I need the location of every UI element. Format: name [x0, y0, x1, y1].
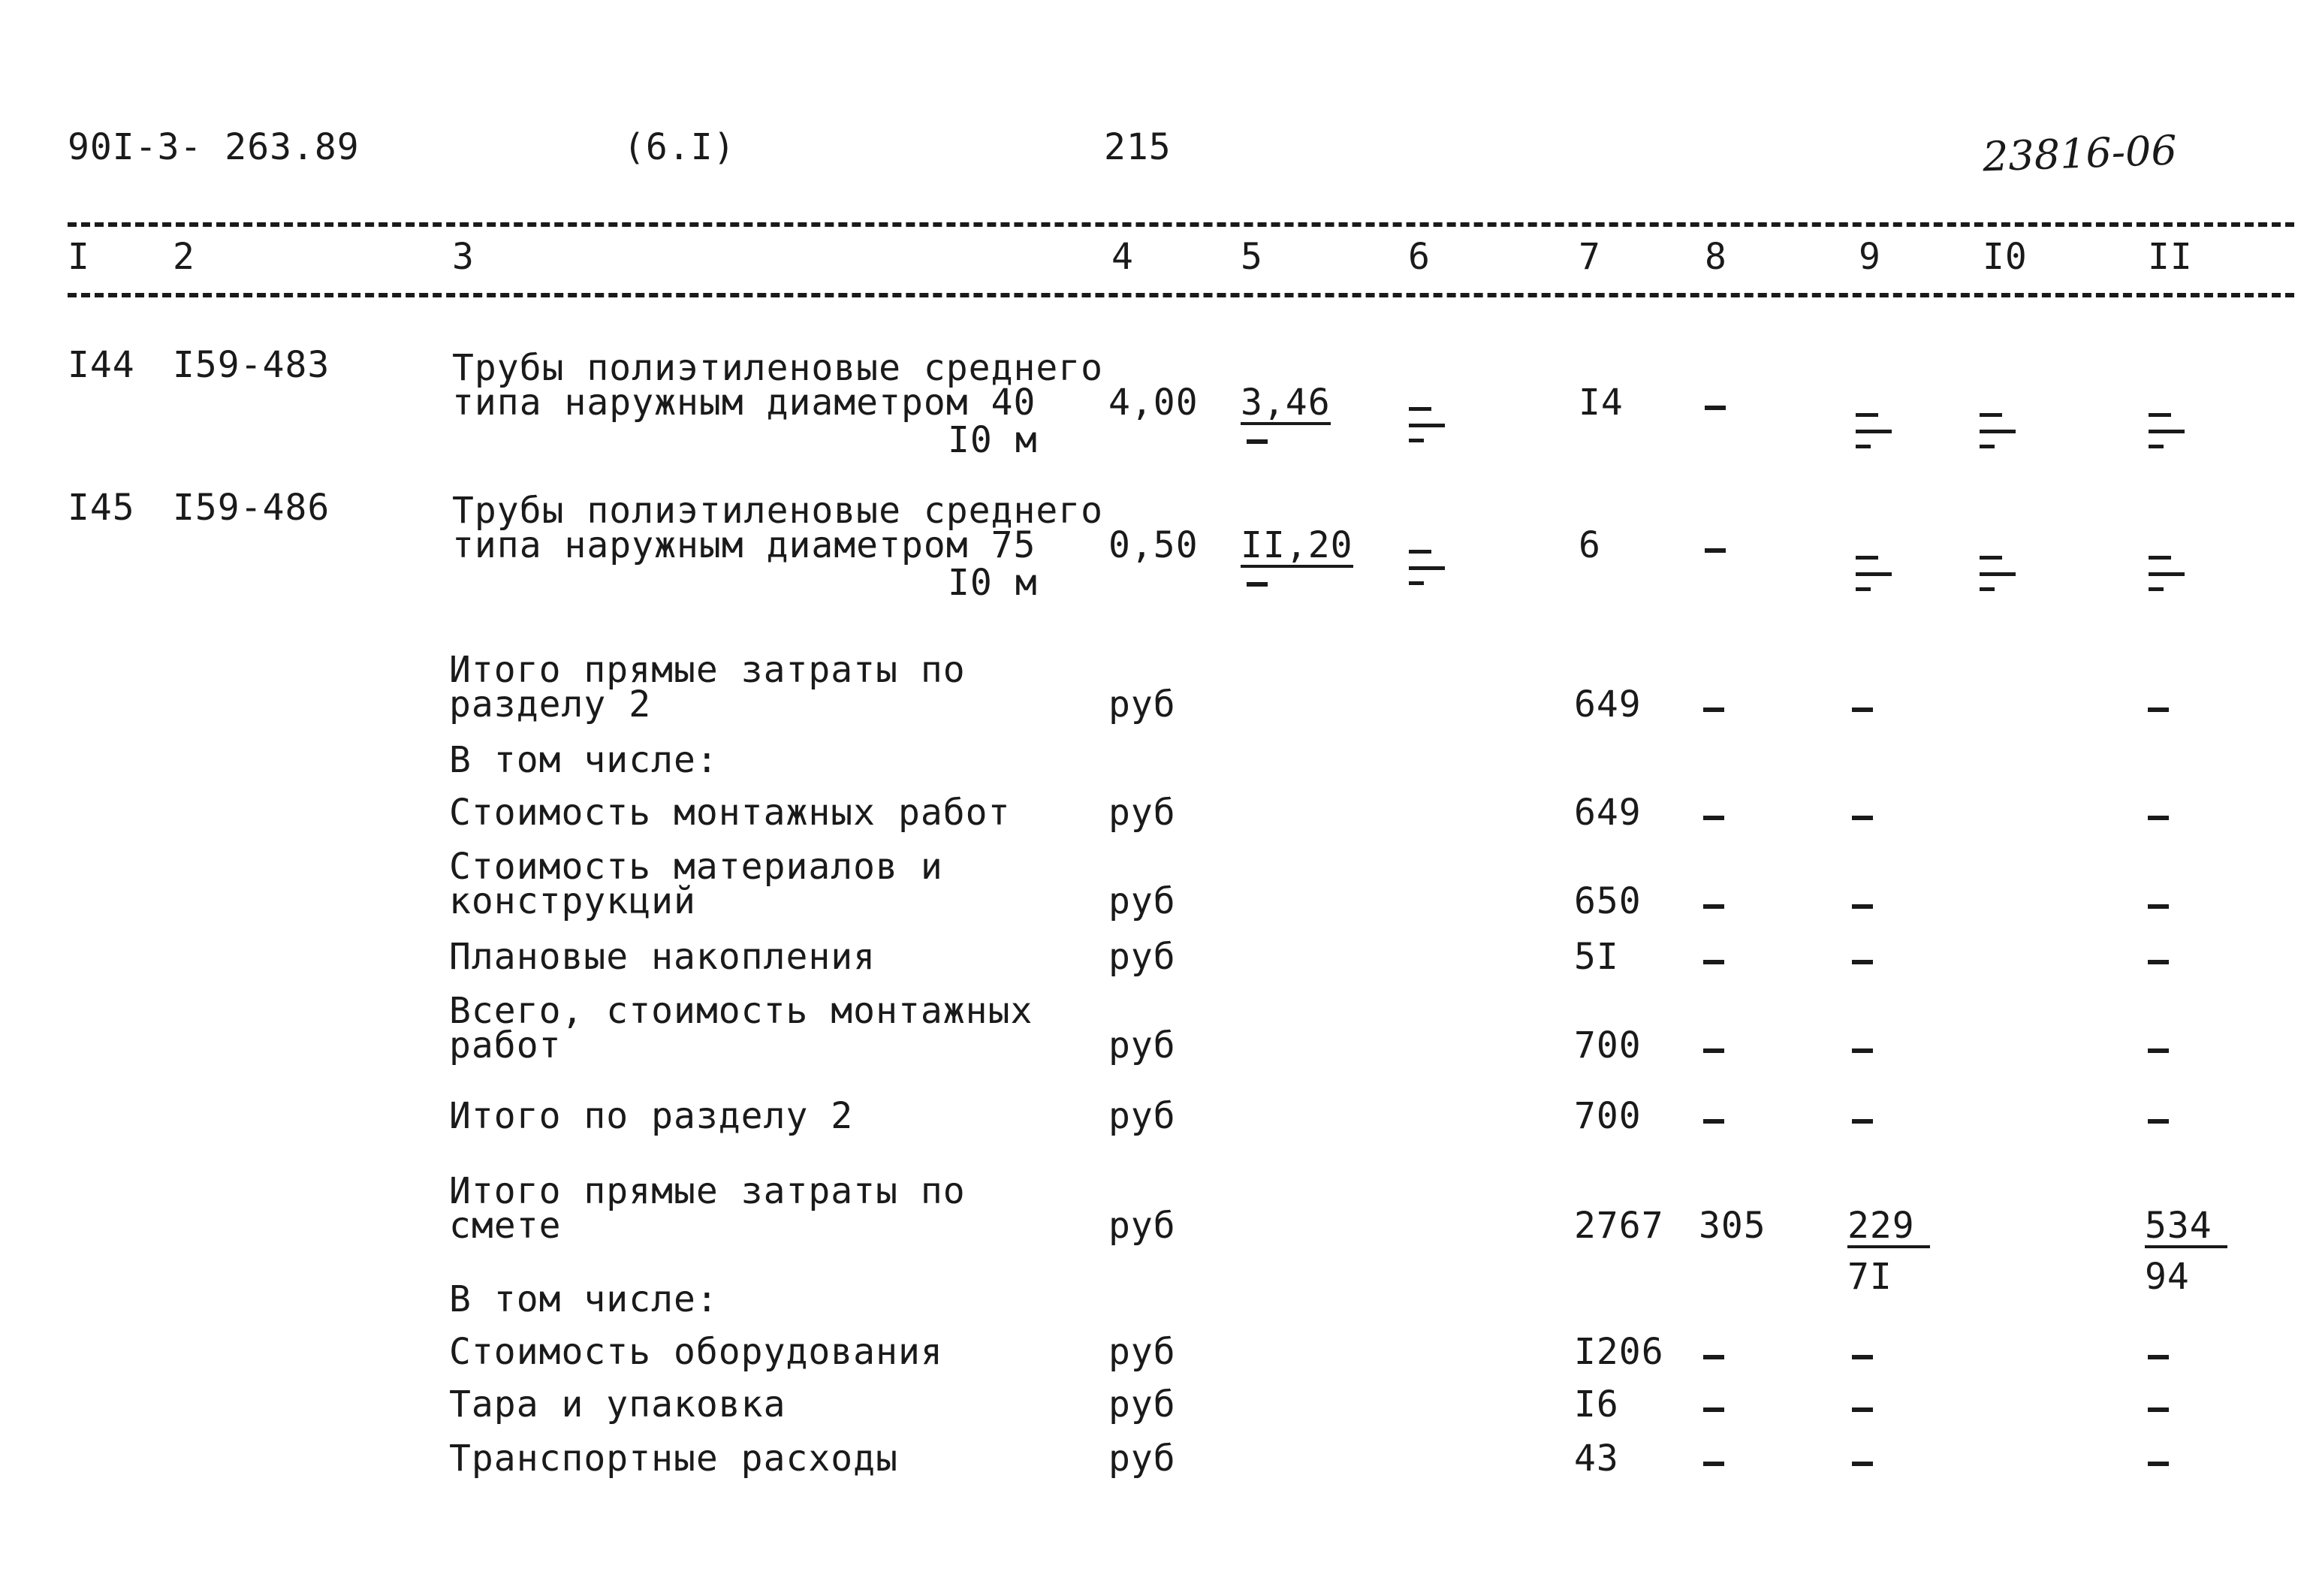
quantity: 0,50 — [1108, 524, 1199, 566]
dash-mark — [2148, 1048, 2169, 1053]
ditto-mark — [1851, 406, 1896, 451]
item-description-line1: Трубы полиэтиленовые среднего — [452, 347, 1104, 389]
summary-value-col8: 305 — [1699, 1205, 1766, 1247]
dash-mark — [1705, 548, 1726, 553]
dash-mark — [1703, 1048, 1724, 1053]
currency-unit: руб — [1108, 1383, 1176, 1426]
dash-mark — [1703, 816, 1724, 820]
summary-value-col9-top: 229 — [1847, 1208, 1930, 1248]
ditto-mark — [1975, 406, 2020, 451]
ditto-mark — [1404, 542, 1449, 587]
summary-value: I6 — [1574, 1383, 1619, 1426]
document-code: 90I-3- 263.89 — [68, 126, 360, 168]
currency-unit: руб — [1108, 792, 1176, 834]
dash-mark — [1852, 1048, 1873, 1053]
item-description-line2: типа наружным диаметром 40 — [452, 382, 1036, 424]
dash-mark — [1705, 406, 1726, 410]
currency-unit: руб — [1108, 880, 1176, 922]
dash-mark — [1852, 707, 1873, 712]
dash-mark — [2148, 707, 2169, 712]
header-top-rule — [68, 222, 2294, 227]
summary-value-col9-bottom: 7I — [1847, 1256, 1892, 1298]
price-code: I59-486 — [173, 487, 330, 529]
ditto-mark — [2144, 406, 2189, 451]
including-label: В том числе: — [449, 1278, 719, 1320]
summary-value: 650 — [1574, 880, 1642, 922]
section-code: (6.I) — [623, 126, 736, 168]
dash-mark — [2148, 1355, 2169, 1359]
item-description-line1: Трубы полиэтиленовые среднего — [452, 490, 1104, 532]
item-description-line2: типа наружным диаметром 75 — [452, 524, 1036, 566]
summary-value: 43 — [1574, 1438, 1619, 1480]
dash-mark — [2148, 1462, 2169, 1466]
currency-unit: руб — [1108, 1205, 1176, 1247]
quantity: 4,00 — [1108, 382, 1199, 424]
dash-mark — [2148, 904, 2169, 909]
measure-unit: I0 м — [948, 419, 1038, 461]
summary-label: Плановые накопления — [449, 936, 876, 978]
ditto-dash — [1247, 439, 1268, 444]
dash-mark — [1703, 960, 1724, 964]
dash-mark — [1703, 707, 1724, 712]
currency-unit: руб — [1108, 1438, 1176, 1480]
dash-mark — [2148, 1407, 2169, 1412]
ditto-mark — [1404, 400, 1449, 445]
summary-label-line1: Итого прямые затраты по — [449, 649, 966, 691]
header-bottom-rule — [68, 293, 2294, 297]
summary-label-line1: Итого прямые затраты по — [449, 1170, 966, 1212]
page-number: 215 — [1104, 126, 1172, 168]
dash-mark — [1703, 1355, 1724, 1359]
dash-mark — [1703, 1462, 1724, 1466]
col-header-11: II — [2148, 236, 2193, 278]
summary-value: 649 — [1574, 683, 1642, 726]
col-header-3: 3 — [452, 236, 475, 278]
ditto-mark — [1851, 548, 1896, 593]
currency-unit: руб — [1108, 1095, 1176, 1137]
dash-mark — [2148, 1119, 2169, 1124]
ditto-mark — [1975, 548, 2020, 593]
summary-value: I206 — [1574, 1331, 1664, 1373]
summary-value: 649 — [1574, 792, 1642, 834]
summary-value: 5I — [1574, 936, 1619, 978]
row-number: I44 — [68, 344, 135, 386]
summary-label: Тара и упаковка — [449, 1383, 786, 1426]
measure-unit: I0 м — [948, 562, 1038, 604]
including-label: В том числе: — [449, 739, 719, 781]
dash-mark — [1852, 1355, 1873, 1359]
currency-unit: руб — [1108, 683, 1176, 726]
summary-label-line2: смете — [449, 1205, 562, 1247]
summary-label: Стоимость монтажных работ — [449, 792, 1011, 834]
col-header-1: I — [68, 236, 90, 278]
col-header-7: 7 — [1579, 236, 1601, 278]
summary-value: 2767 — [1574, 1205, 1664, 1247]
dash-mark — [1703, 1119, 1724, 1124]
dash-mark — [1852, 960, 1873, 964]
summary-label: Итого по разделу 2 — [449, 1095, 854, 1137]
currency-unit: руб — [1108, 1024, 1176, 1067]
summary-label-line2: конструкций — [449, 880, 696, 922]
total-cost: I4 — [1579, 382, 1624, 424]
dash-mark — [1703, 1407, 1724, 1412]
dash-mark — [1852, 816, 1873, 820]
dash-mark — [2148, 816, 2169, 820]
price-code: I59-483 — [173, 344, 330, 386]
col-header-10: I0 — [1983, 236, 2028, 278]
summary-value-col11-top: 534 — [2145, 1208, 2227, 1248]
col-header-5: 5 — [1241, 236, 1263, 278]
dash-mark — [1852, 1119, 1873, 1124]
dash-mark — [1852, 904, 1873, 909]
dash-mark — [1703, 904, 1724, 909]
total-cost: 6 — [1579, 524, 1601, 566]
dash-mark — [1852, 1407, 1873, 1412]
col-header-6: 6 — [1408, 236, 1431, 278]
handwritten-reference: 23816-06 — [1981, 126, 2178, 181]
summary-value: 700 — [1574, 1024, 1642, 1067]
summary-label-line1: Всего, стоимость монтажных — [449, 990, 1033, 1032]
row-number: I45 — [68, 487, 135, 529]
summary-label-line2: работ — [449, 1024, 562, 1067]
currency-unit: руб — [1108, 936, 1176, 978]
summary-label: Стоимость оборудования — [449, 1331, 943, 1373]
col-header-8: 8 — [1705, 236, 1727, 278]
col-header-9: 9 — [1859, 236, 1881, 278]
unit-price: 3,46 — [1241, 382, 1331, 424]
col-header-2: 2 — [173, 236, 195, 278]
ditto-mark — [2144, 548, 2189, 593]
summary-value-col11-bottom: 94 — [2145, 1256, 2190, 1298]
summary-label-line1: Стоимость материалов и — [449, 846, 943, 888]
ditto-dash — [1247, 582, 1268, 587]
summary-label: Транспортные расходы — [449, 1438, 898, 1480]
summary-label-line2: разделу 2 — [449, 683, 652, 726]
unit-price: II,20 — [1241, 524, 1353, 566]
dash-mark — [1852, 1462, 1873, 1466]
col-header-4: 4 — [1111, 236, 1134, 278]
currency-unit: руб — [1108, 1331, 1176, 1373]
summary-value: 700 — [1574, 1095, 1642, 1137]
dash-mark — [2148, 960, 2169, 964]
